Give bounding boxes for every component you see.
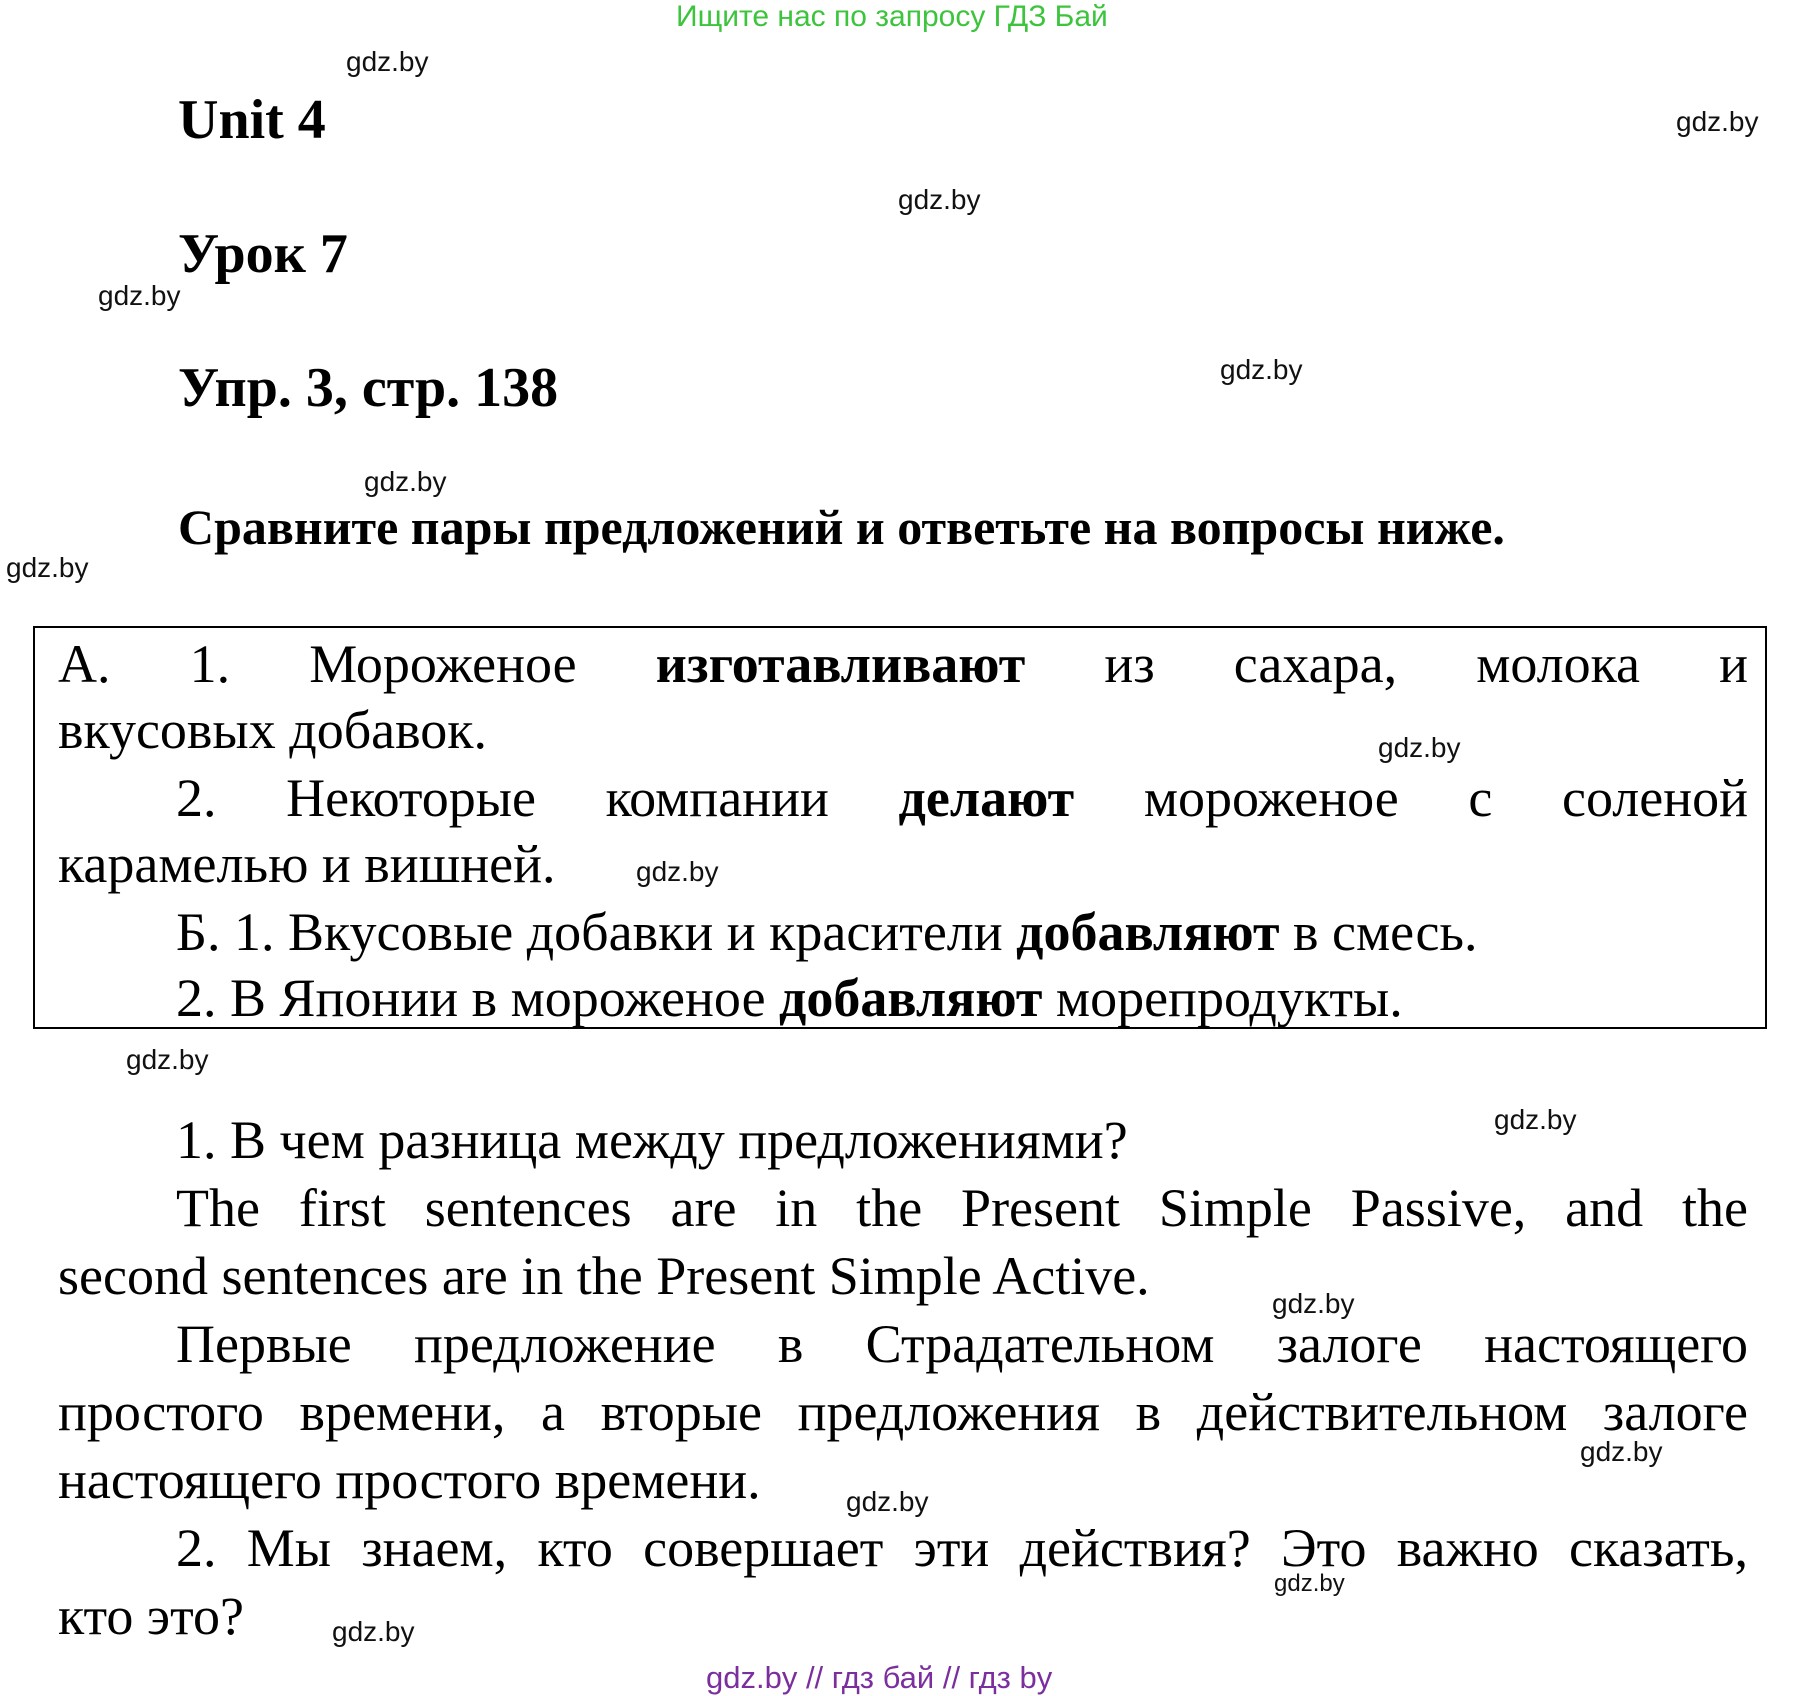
example-a1-line1: А. 1. Мороженое изготавливают из сахара, молока и [58,634,1748,694]
question-1: 1. В чем разница между предложениями? [176,1110,1128,1170]
watermark-text: gdz.by [846,1486,929,1517]
example-b2: 2. В Японии в мороженое добавляют морепродукты. [176,968,1403,1028]
watermark-text: gdz.by [126,1044,209,1075]
watermark-text: gdz.by [1220,354,1303,385]
watermark-text: gdz.by [332,1616,415,1647]
watermark-text: gdz.by [6,552,89,583]
footer-links: gdz.by // гдз бай // гдз by [706,1660,1053,1695]
answer-1-ru-line1: Первые предложение в Страдательном залоге настоящего [176,1314,1748,1374]
watermark-text: gdz.by [1274,1570,1345,1597]
watermark-text: gdz.by [1580,1436,1663,1467]
example-b1: Б. 1. Вкусовые добавки и красители добавляют в смесь. [176,902,1478,962]
example-a2-line1: 2. Некоторые компании делают мороженое с соленой [176,768,1748,828]
watermark-text: gdz.by [346,46,429,77]
watermark-text: gdz.by [636,856,719,887]
example-a1-line2: вкусовых добавок. [58,700,487,760]
lesson-heading: Урок 7 [178,223,348,285]
exercise-heading: Упр. 3, стр. 138 [178,357,559,419]
answer-1-ru-line3: настоящего простого времени. [58,1450,761,1510]
answer-1-ru-line2: простого времени, а вторые предложения в действительном залоге [58,1382,1748,1442]
question-2-line2: кто это? [58,1586,244,1646]
answer-1-en-line1: The first sentences are in the Present Simple Passive, and the [176,1178,1748,1238]
watermark-text: gdz.by [1378,732,1461,763]
watermark-text: gdz.by [1272,1288,1355,1319]
example-a2-line2: карамелью и вишней. [58,834,556,894]
top-banner: Ищите нас по запросу ГДЗ Бай [676,0,1108,33]
watermark-text: gdz.by [1676,106,1759,137]
watermark-text: gdz.by [364,466,447,497]
watermark-text: gdz.by [1494,1104,1577,1135]
instruction-heading: Сравните пары предложений и ответьте на вопросы ниже. [178,499,1505,555]
question-2-line1: 2. Мы знаем, кто совершает эти действия? Это важно сказать, [176,1518,1748,1578]
watermark-text: gdz.by [898,184,981,215]
unit-heading: Unit 4 [178,89,326,151]
watermark-text: gdz.by [98,280,181,311]
answer-1-en-line2: second sentences are in the Present Simple Active. [58,1246,1150,1306]
